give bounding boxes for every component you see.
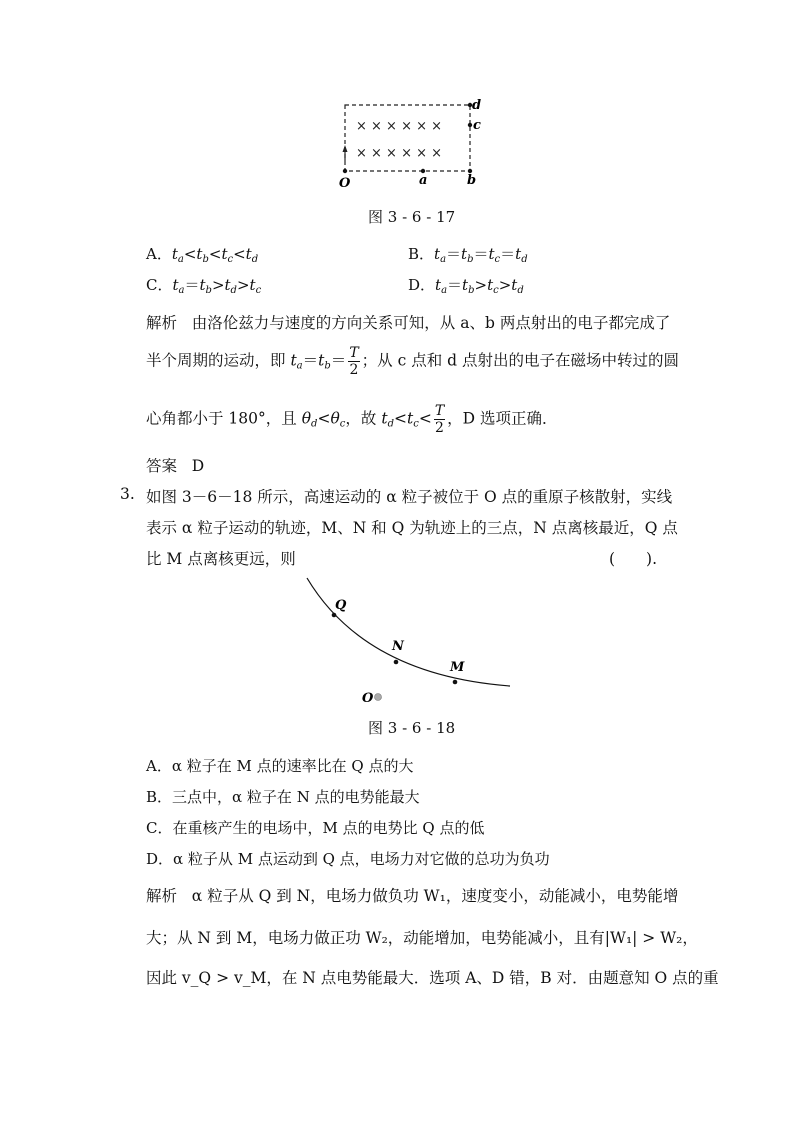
- q3-option-A: A．α 粒子在 M 点的速率比在 Q 点的大: [146, 757, 414, 775]
- label-O: O: [362, 691, 374, 706]
- q3-analysis-line-2: 大；从 N 到 M，电场力做正功 W₂，动能增加，电势能减小，且有|W₁| > W₂，: [146, 929, 698, 947]
- nucleus-O: [375, 694, 382, 701]
- cross-row-2: × × × × × ×: [356, 146, 443, 161]
- label-O: O: [339, 176, 351, 190]
- fraction-T-over-2: $\frac{T}{2}$: [434, 403, 445, 436]
- analysis-tag: 解析: [146, 887, 178, 905]
- point-Q: [332, 613, 337, 618]
- q2-option-B: B．$t_a=t_b=t_c=t_d$: [408, 245, 528, 265]
- q3-option-D: D．α 粒子从 M 点运动到 Q 点，电场力对它做的总功为负功: [146, 850, 550, 868]
- q2-option-A: A．$t_a<t_b<t_c<t_d$: [146, 245, 259, 265]
- q2-option-C: C．$t_a=t_b>t_d>t_c$: [146, 276, 262, 296]
- field-boundary: [345, 105, 470, 171]
- q2-analysis-line-2: 半个周期的运动，即 $t_a=t_b=$ $\frac{T}{2}$ ；从 c 点和 d 点射出的电子在磁场中转过的圆: [146, 345, 679, 378]
- q3-option-B: B．三点中，α 粒子在 N 点的电势能最大: [146, 788, 420, 806]
- label-a: a: [419, 173, 428, 188]
- q3-answer-blank: ( ).: [609, 550, 658, 568]
- q3-analysis-line-1: 解析 α 粒子从 Q 到 N，电场力做负功 W₁，速度变小，动能减小，电势能增: [146, 887, 679, 905]
- alpha-trajectory: [307, 578, 510, 686]
- q3-stem-line-2: 表示 α 粒子运动的轨迹，M、N 和 Q 为轨迹上的三点，N 点离核最近，Q 点: [146, 519, 678, 537]
- label-b: b: [467, 173, 477, 188]
- figure-caption-3-6-18: 图 3 - 6 - 18: [368, 719, 456, 737]
- q2-analysis-line-1: 解析 由洛伦兹力与速度的方向关系可知，从 a、b 两点射出的电子都完成了: [146, 314, 671, 332]
- q2-option-D: D．$t_a=t_b>t_c>t_d$: [408, 276, 524, 296]
- label-Q: Q: [335, 598, 347, 613]
- figure-3-6-17: [330, 95, 490, 190]
- label-d: d: [472, 98, 482, 113]
- q2-analysis-line-3: 心角都小于 180°，且 $\theta_d<\theta_c$，故 $t_d<t_c<$ $\frac{T}{2}$ ，D 选项正确．: [146, 403, 558, 436]
- label-c: c: [473, 118, 481, 133]
- point-c: [468, 123, 472, 127]
- fraction-T-over-2: $\frac{T}{2}$: [349, 345, 359, 378]
- q3-stem-line-1: 如图 3－6－18 所示，高速运动的 α 粒子被位于 O 点的重原子核散射，实线: [146, 488, 673, 506]
- cross-row-1: × × × × × ×: [356, 119, 443, 134]
- label-N: N: [392, 639, 404, 654]
- point-O: [343, 169, 347, 173]
- figure-caption-3-6-17: 图 3 - 6 - 17: [368, 208, 456, 226]
- q3-analysis-line-3: 因此 v_Q > v_M，在 N 点电势能最大．选项 A、D 错，B 对．由题意知 O 点的重: [146, 969, 719, 987]
- figure-3-6-18: [300, 575, 520, 710]
- analysis-tag: 解析: [146, 314, 178, 332]
- q2-answer: 答案 D: [146, 457, 205, 475]
- point-N: [394, 660, 399, 665]
- label-M: M: [450, 660, 465, 675]
- q3-option-C: C．在重核产生的电场中，M 点的电势比 Q 点的低: [146, 819, 485, 837]
- q3-number: 3.: [120, 485, 135, 503]
- point-M: [453, 680, 458, 685]
- q3-stem-line-3: 比 M 点离核更远，则: [146, 550, 296, 568]
